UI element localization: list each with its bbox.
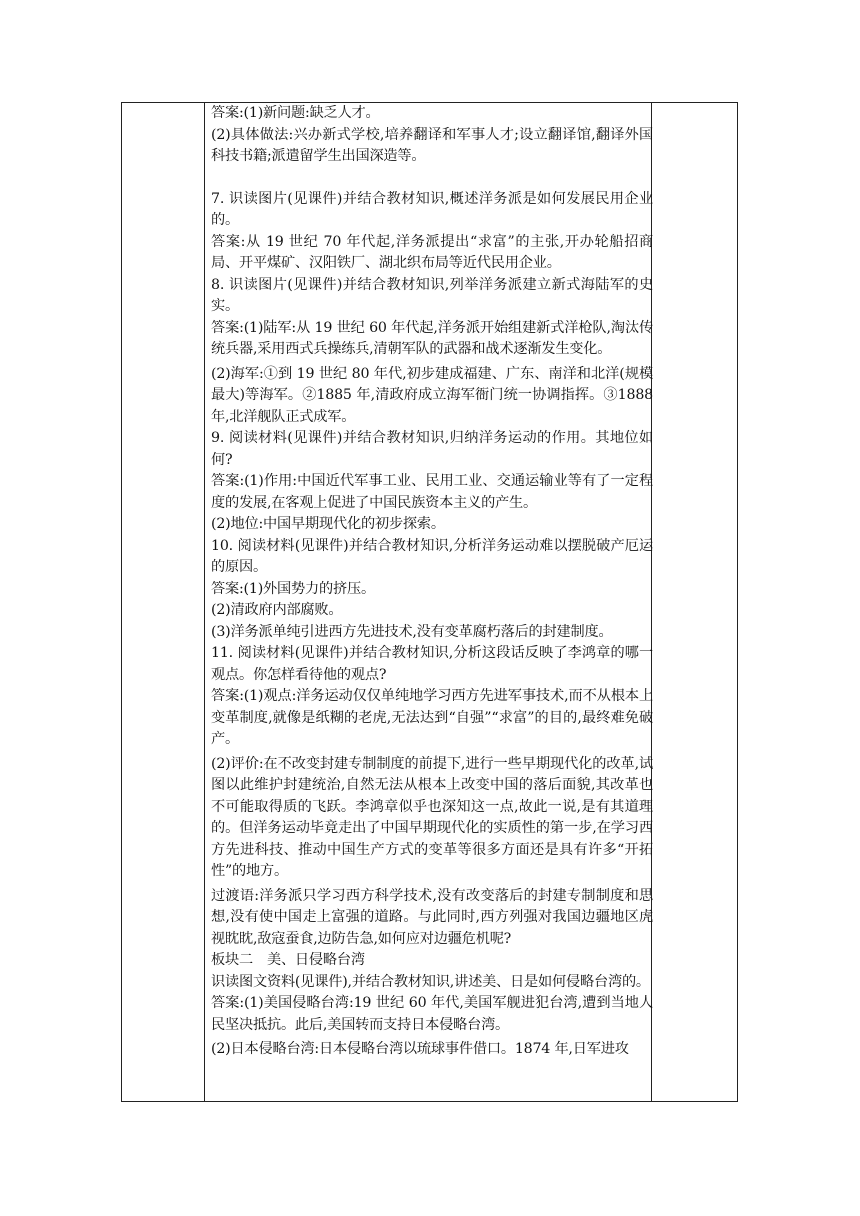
answer-line: 答案:(1)美国侵略台湾:19 世纪 60 年代,美国军舰进犯台湾,遭到当地人民坚决抵抗。此后,美国转而支持日本侵略台湾。 bbox=[211, 995, 653, 1033]
question-line: 识读图文资料(见课件),并结合教材知识,讲述美、日是如何侵略台湾的。 bbox=[211, 973, 650, 990]
answer-line: (2)具体做法:兴办新式学校,培养翻译和军事人才;设立翻译馆,翻译外国科技书籍;派遣留学生出国深造等。 bbox=[211, 126, 653, 164]
question-line: 10. 阅读材料(见课件)并结合教材知识,分析洋务运动难以摆脱破产厄运的原因。 bbox=[211, 537, 653, 575]
answer-line: 答案:(1)观点:洋务运动仅仅单纯地学习西方先进军事技术,而不从根本上变革制度,就像是纸糊的老虎,无法达到“自强”“求富”的目的,最终难免破产。 bbox=[211, 688, 653, 747]
answer-line: (2)地位:中国早期现代化的初步探索。 bbox=[211, 516, 445, 532]
question-line: 7. 识读图片(见课件)并结合教材知识,概述洋务派是如何发展民用企业的。 bbox=[211, 190, 653, 228]
answer-line: (3)洋务派单纯引进西方先进技术,没有变革腐朽落后的封建制度。 bbox=[211, 623, 613, 640]
answer-line: 答案:(1)陆军:从 19 世纪 60 年代起,洋务派开始组建新式洋枪队,淘汰传统兵器,采用西式兵操练兵,清朝军队的武器和战术逐渐发生变化。 bbox=[211, 319, 653, 357]
answer-line: 答案:从 19 世纪 70 年代起,洋务派提出“求富”的主张,开办轮船招商局、开平煤矿、汉阳铁厂、湖北织布局等近代民用企业。 bbox=[211, 233, 653, 271]
question-line: 8. 识读图片(见课件)并结合教材知识,列举洋务派建立新式海陆军的史实。 bbox=[211, 276, 653, 314]
lesson-content-cell bbox=[211, 103, 653, 1061]
blank-line bbox=[211, 168, 653, 189]
answer-line: (2)日本侵略台湾:日本侵略台湾以琉球事件借口。1874 年,日军进攻 bbox=[211, 1041, 629, 1057]
answer-line: 答案:(1)作用:中国近代军事工业、民用工业、交通运输业等有了一定程度的发展,在客观上促进了中国民族资本主义的产生。 bbox=[211, 473, 653, 511]
question-line: 11. 阅读材料(见课件)并结合教材知识,分析这段话反映了李鸿章的哪一观点。你怎样看待他的观点? bbox=[211, 645, 653, 683]
answer-line: 答案:(1)外国势力的挤压。 bbox=[211, 580, 375, 597]
answer-line: (2)清政府内部腐败。 bbox=[211, 602, 343, 618]
transition-line: 过渡语:洋务派只学习西方科学技术,没有改变落后的封建专制制度和思想,没有使中国走上富强的道路。与此同时,西方列强对我国边疆地区虎视眈眈,敌寇蚕食,边防告急,如何应对边疆危机呢? bbox=[211, 887, 653, 947]
answer-line: 答案:(1)新问题:缺乏人才。 bbox=[211, 105, 380, 121]
question-line: 9. 阅读材料(见课件)并结合教材知识,归纳洋务运动的作用。其地位如何? bbox=[211, 430, 653, 468]
answer-line: (2)海军:①到 19 世纪 80 年代,初步建成福建、广东、南洋和北洋(规模最大)等海军。②1885 年,清政府成立海军衙门统一协调指挥。③1888 年,北洋舰队正式成军。 bbox=[211, 365, 653, 425]
section-heading: 板块二 美、日侵略台湾 bbox=[211, 952, 365, 968]
column-divider-left bbox=[204, 103, 205, 1101]
answer-line: (2)评价:在不改变封建专制制度的前提下,进行一些早期现代化的改革,试图以此维护封建统治,自然无法从根本上改变中国的落后面貌,其改革也不可能取得质的飞跃。李鸿章似乎也深知这一点,故此一说,是有其道理的。但洋务运动毕竟走出了中国早期现代化的实质性的第一步,在学习西方先进科技、推动中国生产方式的变革等很多方面还是具有许多“开拓性”的地方。 bbox=[211, 755, 653, 879]
